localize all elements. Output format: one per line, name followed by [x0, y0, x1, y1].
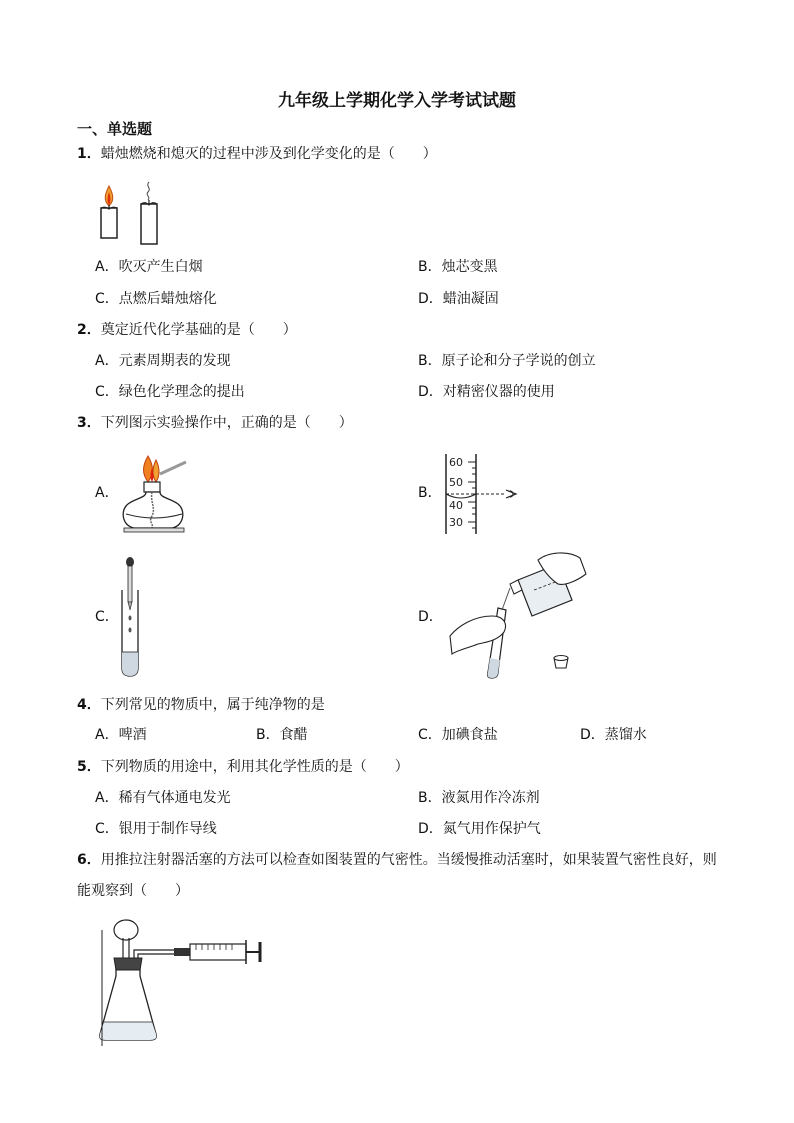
option-1a: A．吹灭产生白烟 — [95, 259, 203, 275]
option-5b: B．液氮用作冷冻剂 — [418, 790, 540, 806]
question-text: 下列图示实验操作中，正确的是（ ） — [100, 415, 353, 431]
question-6-continued: 能观察到（ ） — [77, 883, 189, 899]
option-3a: A． — [95, 485, 119, 501]
dropper-test-tube-icon — [118, 556, 142, 680]
alcohol-lamp-icon — [118, 452, 190, 534]
question-4 — [77, 695, 325, 715]
question-5 — [77, 757, 409, 777]
pouring-liquid-icon — [448, 550, 590, 680]
question-text: 蜡烛燃烧和熄灭的过程中涉及到化学变化的是（ ） — [100, 146, 437, 162]
question-number: 3． — [77, 415, 101, 431]
option-2c: C．绿色化学理念的提出 — [95, 384, 245, 400]
option-3c: C． — [95, 609, 119, 625]
option-5d: D．氮气用作保护气 — [418, 821, 541, 837]
option-3d: D． — [418, 609, 443, 625]
option-2b: B．原子论和分子学说的创立 — [418, 353, 596, 369]
option-1d: D．蜡油凝固 — [418, 291, 499, 307]
option-5a: A．稀有气体通电发光 — [95, 790, 231, 806]
question-number: 5． — [77, 759, 101, 775]
question-text: 下列物质的用途中，利用其化学性质的是（ ） — [100, 759, 409, 775]
option-4a: A．啤酒 — [95, 727, 147, 743]
question-6 — [77, 850, 757, 870]
option-1c: C．点燃后蜡烛熔化 — [95, 291, 217, 307]
option-4d: D．蒸馏水 — [580, 727, 647, 743]
option-1b: B．烛芯变黑 — [418, 259, 498, 275]
tick-label-30: 30 — [449, 516, 463, 529]
tick-label-60: 60 — [449, 456, 463, 469]
question-number: 2． — [77, 322, 101, 338]
question-3 — [77, 413, 353, 433]
option-3b: B． — [418, 485, 442, 501]
option-2d: D．对精密仪器的使用 — [418, 384, 555, 400]
question-text: 奠定近代化学基础的是（ ） — [100, 322, 297, 338]
graduated-cylinder-icon — [440, 450, 526, 538]
candle-icon — [95, 178, 165, 248]
tick-label-40: 40 — [449, 499, 463, 512]
question-2 — [77, 320, 297, 340]
option-5c: C．银用于制作导线 — [95, 821, 217, 837]
question-number: 4． — [77, 697, 101, 713]
section-heading: 一、单选题 — [77, 120, 153, 138]
page-title: 九年级上学期化学入学考试试题 — [278, 91, 516, 111]
question-number: 6． — [77, 852, 101, 868]
option-4b: B．食醋 — [256, 727, 308, 743]
option-2a: A．元素周期表的发现 — [95, 353, 231, 369]
tick-label-50: 50 — [449, 476, 463, 489]
question-text: 下列常见的物质中，属于纯净物的是 — [100, 697, 325, 713]
question-number: 1． — [77, 146, 101, 162]
question-1 — [77, 144, 437, 164]
flask-syringe-icon — [96, 914, 270, 1046]
option-4c: C．加碘食盐 — [418, 727, 498, 743]
question-text: 用推拉注射器活塞的方法可以检查如图装置的气密性。当缓慢推动活塞时，如果装置气密性良好，则 — [100, 852, 717, 868]
